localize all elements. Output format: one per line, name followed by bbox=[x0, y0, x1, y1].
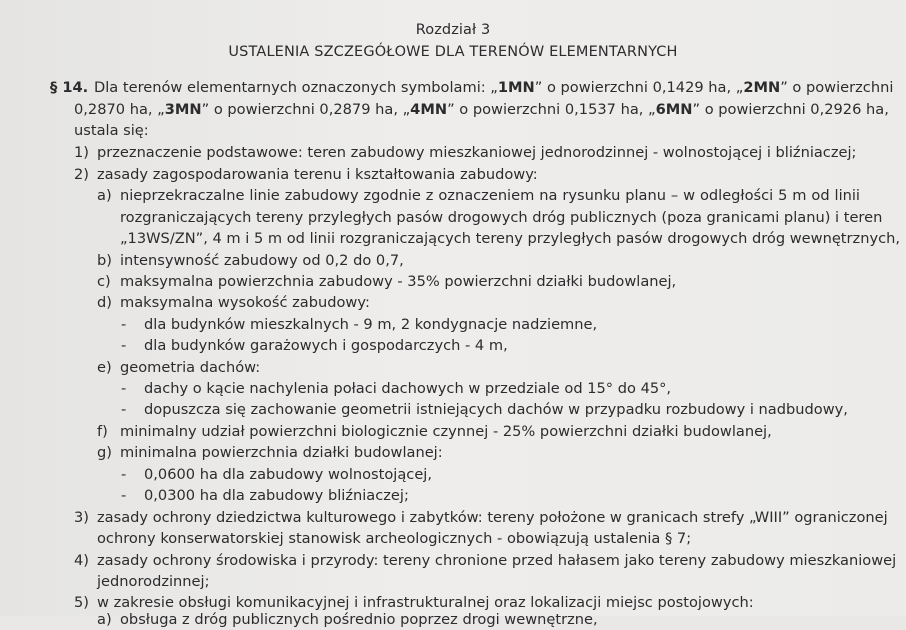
item-text: jednorodzinnej; bbox=[97, 573, 210, 590]
item-number: 4) bbox=[74, 552, 89, 569]
item-text: zasady zagospodarowania terenu i kształtowania zabudowy: bbox=[97, 166, 538, 183]
paragraph-number: § 14. bbox=[50, 79, 89, 96]
paragraph-intro-line-3 bbox=[74, 121, 149, 141]
subitem-text: minimalny udział powierzchni biologicznie czynnej - 25% powierzchni działki budowlanej, bbox=[120, 423, 772, 440]
symbol-2mn: 2MN bbox=[743, 79, 781, 96]
bullet-text: dla budynków mieszkalnych - 9 m, 2 kondygnacje nadziemne, bbox=[144, 316, 598, 333]
symbol-1mn: 1MN bbox=[497, 79, 535, 96]
paragraph-intro-line-2 bbox=[74, 100, 889, 120]
subitem-text: obsługa z dróg publicznych pośrednio poprzez drogi wewnętrzne, bbox=[120, 611, 598, 628]
item-number: 2) bbox=[74, 166, 89, 183]
subitem-letter: c) bbox=[97, 273, 111, 290]
intro-text: ” o powierzchni 0,2879 ha, „ bbox=[201, 101, 411, 118]
subitem-text: intensywność zabudowy od 0,2 do 0,7, bbox=[120, 252, 404, 269]
bullet-dash: - bbox=[121, 401, 127, 418]
symbol-3mn: 3MN bbox=[164, 101, 202, 118]
intro-text: ” o powierzchni 0,1537 ha, „ bbox=[447, 101, 656, 118]
subitem-text: minimalna powierzchnia działki budowlanej: bbox=[120, 444, 443, 461]
subitem-letter: f) bbox=[97, 423, 108, 440]
subitem-text: rozgraniczających tereny przyległych pasów drogowych dróg publicznych (poza granicami planu) i teren bbox=[120, 209, 883, 226]
item-number: 5) bbox=[74, 594, 89, 611]
bullet-text: 0,0600 ha dla zabudowy wolnostojącej, bbox=[144, 466, 432, 483]
intro-text: ustala się: bbox=[74, 122, 149, 139]
paragraph-intro-line-1 bbox=[94, 78, 894, 98]
chapter-title: Rozdział 3 bbox=[415, 22, 491, 38]
subitem-text: maksymalna wysokość zabudowy: bbox=[120, 294, 370, 311]
bullet-dash: - bbox=[121, 487, 127, 504]
item-number: 3) bbox=[74, 509, 89, 526]
intro-text: ” o powierzchni 0,1429 ha, „ bbox=[534, 79, 744, 96]
bullet-text: 0,0300 ha dla zabudowy bliźniaczej; bbox=[144, 487, 409, 504]
subitem-letter: a) bbox=[97, 611, 112, 628]
section-heading: USTALENIA SZCZEGÓŁOWE DLA TERENÓW ELEMENTARNYCH bbox=[228, 44, 678, 60]
bullet-text: dla budynków garażowych i gospodarczych - 4 m, bbox=[144, 337, 508, 354]
intro-text: Dla terenów elementarnych oznaczonych symbolami: „ bbox=[94, 79, 498, 96]
subitem-letter: b) bbox=[97, 252, 112, 269]
symbol-6mn: 6MN bbox=[655, 101, 693, 118]
item-text: zasady ochrony dziedzictwa kulturowego i zabytków: tereny położone w granicach strefy „WIII” ograniczonej bbox=[97, 509, 888, 526]
bullet-text: dopuszcza się zachowanie geometrii istniejących dachów w przypadku rozbudowy i nadbudowy, bbox=[144, 401, 848, 418]
bullet-text: dachy o kącie nachylenia połaci dachowych w przedziale od 15° do 45°, bbox=[144, 380, 672, 397]
bullet-dash: - bbox=[121, 380, 127, 397]
subitem-text: maksymalna powierzchnia zabudowy - 35% powierzchni działki budowlanej, bbox=[120, 273, 677, 290]
intro-text: ” o powierzchni 0,2926 ha, bbox=[692, 101, 889, 118]
subitem-letter: d) bbox=[97, 294, 112, 311]
symbol-4mn: 4MN bbox=[410, 101, 448, 118]
item-text: ochrony konserwatorskiej stanowisk archeologicznych - obowiązują ustalenia § 7; bbox=[97, 530, 692, 547]
item-number: 1) bbox=[74, 144, 89, 161]
item-text: w zakresie obsługi komunikacyjnej i infrastrukturalnej oraz lokalizacji miejsc postojowych: bbox=[97, 594, 754, 611]
subitem-text: geometria dachów: bbox=[120, 359, 261, 376]
item-text: zasady ochrony środowiska i przyrody: tereny chronione przed hałasem jako tereny zabudowy mieszkaniowej bbox=[97, 552, 897, 569]
subitem-text: „13WS/ZN”, 4 m i 5 m od linii rozgraniczających tereny przyległych pasów drogowych dróg wewnętrznych, bbox=[120, 230, 900, 247]
intro-text: ” o powierzchni bbox=[780, 79, 894, 96]
bullet-dash: - bbox=[121, 316, 127, 333]
subitem-text: nieprzekraczalne linie zabudowy zgodnie z oznaczeniem na rysunku planu – w odległości 5 m od linii bbox=[120, 187, 860, 204]
subitem-letter: e) bbox=[97, 359, 112, 376]
intro-text: 0,2870 ha, „ bbox=[74, 101, 165, 118]
item-text: przeznaczenie podstawowe: teren zabudowy mieszkaniowej jednorodzinnej - wolnostojącej i bliźniaczej; bbox=[97, 144, 857, 161]
subitem-letter: a) bbox=[97, 187, 112, 204]
bullet-dash: - bbox=[121, 337, 127, 354]
bullet-dash: - bbox=[121, 466, 127, 483]
subitem-letter: g) bbox=[97, 444, 112, 461]
